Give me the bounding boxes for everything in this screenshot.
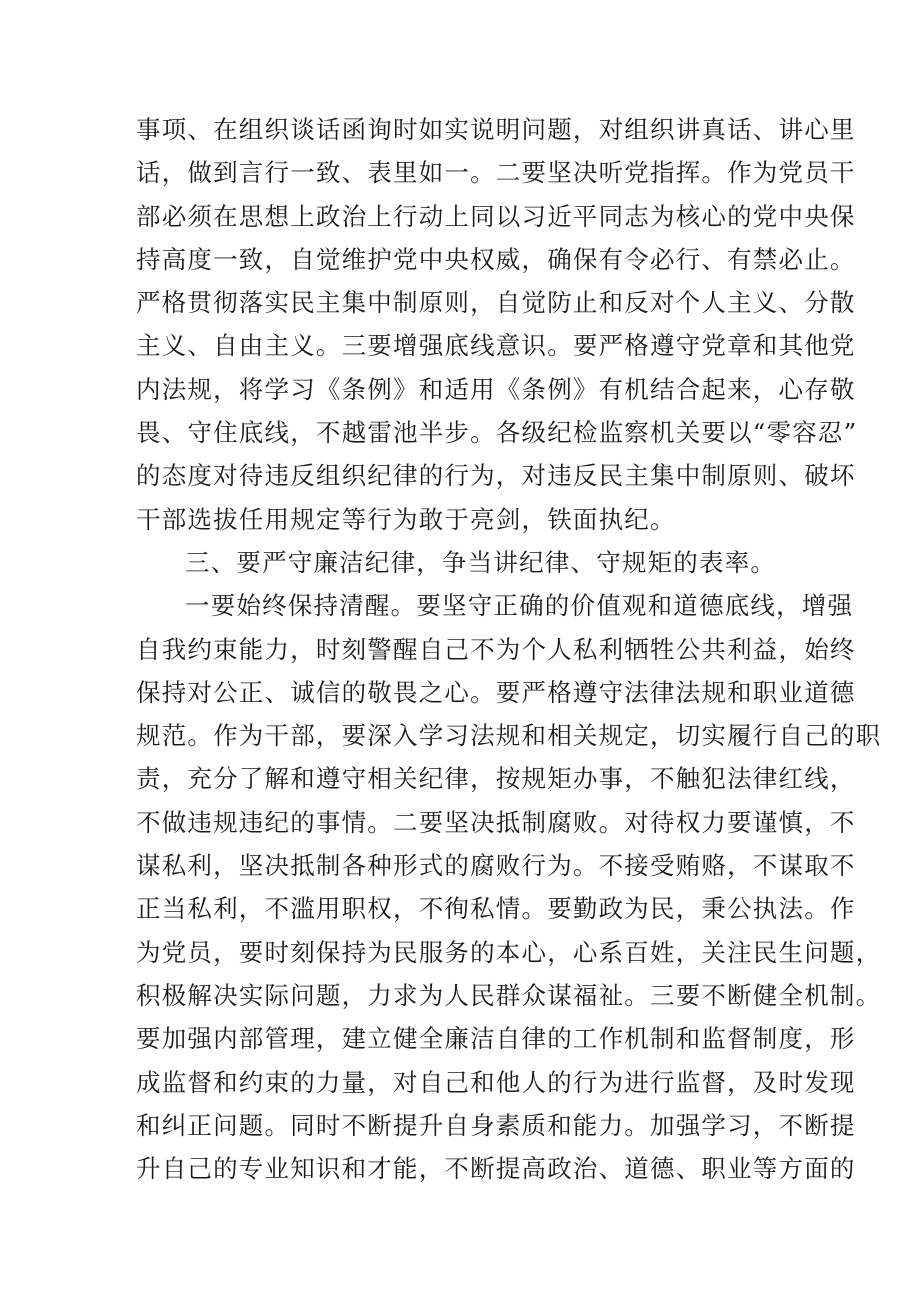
text-line: 畏、守住底线，不越雷池半步。各级纪检监察机关要以“零容忍” bbox=[136, 418, 858, 448]
text-line: 要加强内部管理，建立健全廉洁自律的工作机制和监督制度，形 bbox=[136, 1024, 856, 1054]
text-line: 部必须在思想上政治上行动上同以习近平同志为核心的党中央保 bbox=[136, 201, 856, 231]
text-line: 主义、自由主义。三要增强底线意识。要严格遵守党章和其他党 bbox=[136, 331, 856, 361]
text-line: 内法规，将学习《条例》和适用《条例》有机结合起来，心存敬 bbox=[136, 374, 856, 404]
text-line: 干部选拔任用规定等行为敢于亮剑，铁面执纪。 bbox=[136, 504, 676, 534]
paragraph-first-line: 一要始终保持清醒。要坚守正确的价值观和道德底线，增强 bbox=[185, 591, 854, 621]
text-line: 自我约束能力，时刻警醒自己不为个人私利牺牲公共利益，始终 bbox=[136, 634, 856, 664]
text-line: 为党员，要时刻保持为民服务的本心，心系百姓，关注民生问题， bbox=[136, 937, 882, 967]
text-line: 正当私利，不滥用职权，不徇私情。要勤政为民，秉公执法。作 bbox=[136, 894, 856, 924]
text-line: 和纠正问题。同时不断提升自身素质和能力。加强学习，不断提 bbox=[136, 1110, 856, 1140]
text-line: 的态度对待违反组织纪律的行为，对违反民主集中制原则、破坏 bbox=[136, 461, 856, 491]
text-line: 保持对公正、诚信的敬畏之心。要严格遵守法律法规和职业道德 bbox=[136, 677, 856, 707]
text-line: 责，充分了解和遵守相关纪律，按规矩办事，不触犯法律红线， bbox=[136, 764, 856, 794]
text-line: 成监督和约束的力量，对自己和他人的行为进行监督，及时发现 bbox=[136, 1067, 856, 1097]
text-line: 严格贯彻落实民主集中制原则，自觉防止和反对个人主义、分散 bbox=[136, 288, 856, 318]
text-line: 谋私利，坚决抵制各种形式的腐败行为。不接受贿赂，不谋取不 bbox=[136, 851, 856, 881]
text-line: 事项、在组织谈话函询时如实说明问题，对组织讲真话、讲心里 bbox=[136, 115, 856, 144]
text-line: 不做违规违纪的事情。二要坚决抵制腐败。对待权力要谨慎，不 bbox=[136, 807, 856, 837]
text-line: 升自己的专业知识和才能，不断提高政治、道德、职业等方面的 bbox=[136, 1154, 856, 1184]
text-line: 积极解决实际问题，力求为人民群众谋福祉。三要不断健全机制。 bbox=[136, 980, 882, 1010]
text-line: 规范。作为干部，要深入学习法规和相关规定，切实履行自己的职 bbox=[136, 721, 882, 751]
body-text bbox=[136, 108, 882, 1190]
section-heading: 三、要严守廉洁纪律，争当讲纪律、守规矩的表率。 bbox=[185, 547, 777, 577]
text-line: 话，做到言行一致、表里如一。二要坚决听党指挥。作为党员干 bbox=[136, 158, 856, 188]
text-line: 持高度一致，自觉维护党中央权威，确保有令必行、有禁必止。 bbox=[136, 244, 856, 274]
